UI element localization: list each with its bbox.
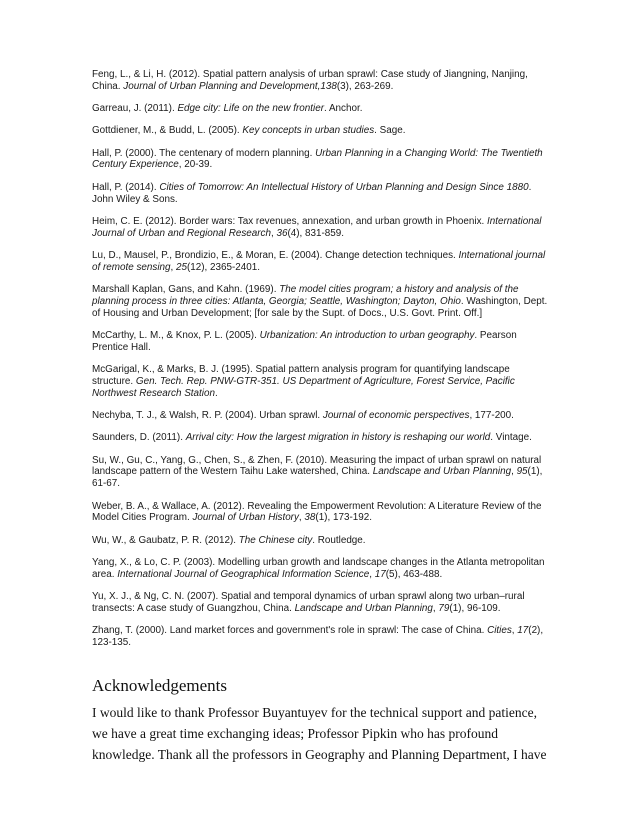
reference-entry [92, 330, 552, 354]
reference-text: Saunders, D. (2011). [92, 432, 186, 444]
reference-italic-text: Gen. Tech. Rep. PNW-GTR-351. US Department of Agriculture, Forest Service, Pacific Northwest Research Station [92, 375, 515, 399]
reference-text: , [511, 466, 517, 478]
reference-italic-text: International Journal of Urban and Regional Research [92, 215, 542, 239]
reference-text: , 20-39. [178, 159, 213, 171]
reference-italic-text: 79 [438, 602, 450, 614]
reference-italic-text: 38 [304, 512, 316, 524]
reference-text: (3), 263-269. [336, 80, 394, 92]
reference-italic-text: 17 [517, 625, 529, 637]
reference-entry [92, 284, 552, 320]
reference-italic-text: Urban Planning in a Changing World: The Twentieth Century Experience [92, 147, 543, 171]
reference-italic-text: Key concepts in urban studies [242, 125, 375, 137]
reference-italic-text: Cities [487, 625, 512, 637]
acknowledgements-line: knowledge. Thank all the professors in Geography and Planning Department, I have [92, 747, 547, 762]
reference-text: . Sage. [374, 125, 406, 137]
reference-text: Weber, B. A., & Wallace, A. (2012). Revealing the Empowerment Revolution: A Literature Review of the Model Cities Program. [92, 500, 542, 524]
reference-text: , [270, 227, 277, 239]
reference-italic-text: Journal of Urban History [192, 512, 299, 524]
reference-italic-text: The model cities program; a history and analysis of the planning process in three cities: Atlanta, Georgia; Seattle, Washington; Dayton, Ohio [92, 283, 519, 307]
reference-text: Marshall Kaplan, Gans, and Kahn. (1969). [92, 283, 280, 295]
reference-text: . Washington, Dept. of Housing and Urban Development; [for sale by the Supt. of Docs., U.S. Govt. Print. Off.] [92, 295, 548, 319]
acknowledgements-line: we have a great time exchanging ideas; Professor Pipkin who has profound [92, 726, 499, 741]
reference-text: . John Wiley & Sons. [92, 181, 532, 205]
reference-text: Garreau, J. (2011). [92, 103, 178, 115]
reference-text: McCarthy, L. M., & Knox, P. L. (2005). [92, 329, 260, 341]
reference-text: (1), 173-192. [315, 512, 372, 524]
reference-text: . Routledge. [312, 534, 366, 546]
reference-text: . [214, 387, 218, 399]
reference-italic-text: Cities of Tomorrow: An Intellectual History of Urban Planning and Design Since 1880 [159, 181, 529, 193]
reference-text: Yu, X. J., & Ng, C. N. (2007). Spatial and temporal dynamics of urban sprawl along two urban–rural transects: A case study of Guangzhou, China. [92, 590, 525, 614]
reference-entry [92, 103, 552, 115]
reference-text: , [369, 568, 375, 580]
reference-text: (4), 831-859. [287, 227, 344, 239]
reference-text: Gottdiener, M., & Budd, L. (2005). [92, 125, 243, 137]
reference-text: . Pearson Prentice Hall. [92, 329, 517, 353]
reference-text: Feng, L., & Li, H. (2012). Spatial pattern analysis of urban sprawl: Case study of Jiangning, Nanjing, China. [92, 69, 528, 92]
reference-text: Zhang, T. (2000). Land market forces and government's role in sprawl: The case of China. [92, 625, 488, 637]
acknowledgements-heading: Acknowledgements [92, 676, 228, 695]
reference-entry [92, 625, 552, 649]
reference-entry [92, 591, 552, 615]
acknowledgements-text [92, 702, 562, 765]
reference-text: Su, W., Gu, C., Yang, G., Chen, S., & Zhen, F. (2010). Measuring the impact of urban sprawl on natural landscape pattern of the Western Taihu Lake watershed, China. [92, 454, 542, 478]
reference-text: Nechyba, T. J., & Walsh, R. P. (2004). Urban sprawl. [92, 410, 323, 422]
reference-text: Hall, P. (2014). [92, 181, 160, 193]
reference-italic-text: 95 [516, 466, 528, 478]
reference-entry [92, 250, 552, 274]
reference-text: Hall, P. (2000). The centenary of modern planning. [92, 147, 316, 159]
reference-entry [92, 216, 552, 240]
reference-text: Yang, X., & Lo, C. P. (2003). Modelling urban growth and landscape changes in the Atlanta metropolitan area. [92, 556, 545, 580]
acknowledgements-line: I would like to thank Professor Buyantuyev for the technical support and patience, [92, 705, 538, 720]
reference-italic-text: 36 [276, 227, 288, 239]
reference-text: , 177-200. [469, 410, 514, 422]
reference-text: McGarigal, K., & Marks, B. J. (1995). Spatial pattern analysis program for quantifying landscape structure. [92, 364, 510, 387]
reference-italic-text: The Chinese city [238, 534, 313, 546]
reference-entry [92, 432, 552, 444]
reference-entry [92, 410, 552, 422]
reference-text: Heim, C. E. (2012). Border wars: Tax revenues, annexation, and urban growth in Phoenix. [92, 215, 488, 227]
reference-entry [92, 148, 552, 172]
reference-entry [92, 69, 552, 93]
reference-text: . Vintage. [490, 432, 532, 444]
reference-italic-text: Landscape and Urban Planning [372, 466, 512, 478]
reference-italic-text: Landscape and Urban Planning [294, 602, 433, 614]
reference-entry [92, 455, 552, 491]
reference-text: , [298, 512, 305, 524]
reference-list [92, 69, 552, 659]
reference-entry [92, 501, 552, 525]
reference-italic-text: 25 [176, 261, 187, 273]
reference-entry [92, 182, 552, 206]
reference-entry [92, 364, 552, 400]
reference-text: (1), 61-67. [92, 466, 543, 490]
reference-text: , [511, 625, 518, 637]
reference-entry [92, 535, 552, 547]
reference-entry [92, 125, 552, 137]
reference-text: , [432, 602, 439, 614]
reference-italic-text: International journal of remote sensing [92, 249, 546, 273]
reference-text: . Anchor. [324, 103, 363, 115]
reference-text: Wu, W., & Gaubatz, P. R. (2012). [92, 534, 239, 546]
reference-italic-text: Journal of economic perspectives [322, 410, 470, 422]
reference-text: , [170, 261, 176, 273]
reference-text: Lu, D., Mausel, P., Brondizio, E., & Moran, E. (2004). Change detection techniques. [92, 249, 459, 261]
reference-entry [92, 557, 552, 581]
reference-italic-text: Journal of Urban Planning and Development,138 [123, 80, 337, 92]
reference-text: (2), 123-135. [92, 625, 544, 648]
reference-text: (1), 96-109. [449, 602, 501, 614]
reference-italic-text: International Journal of Geographical Information Science [117, 568, 370, 580]
reference-text: (5), 463-488. [385, 568, 443, 580]
reference-text: (12), 2365-2401. [186, 261, 261, 273]
reference-italic-text: Arrival city: How the largest migration in history is reshaping our world [185, 432, 491, 444]
reference-italic-text: Edge city: Life on the new frontier [177, 103, 325, 115]
reference-italic-text: Urbanization: An introduction to urban geography [259, 329, 475, 341]
reference-italic-text: 17 [374, 568, 386, 580]
